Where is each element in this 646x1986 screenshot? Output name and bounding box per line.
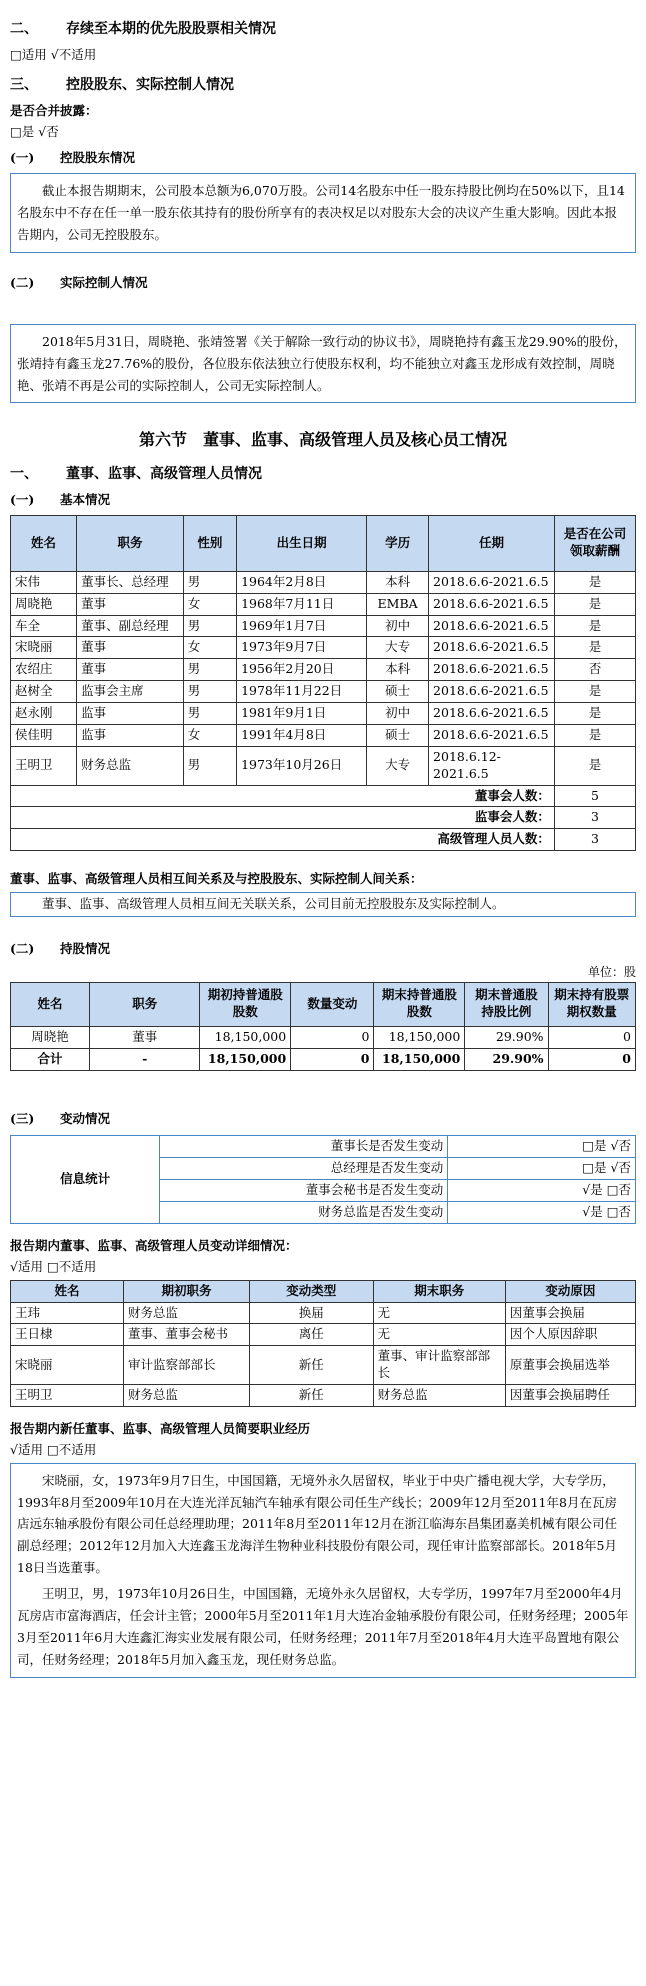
cell: 初中 xyxy=(367,615,429,637)
cell: 2018.6.6-2021.6.5 xyxy=(429,593,555,615)
table-row xyxy=(11,1385,636,1407)
cell: 18,150,000 xyxy=(200,1026,291,1048)
cell: 原董事会换届选举 xyxy=(505,1346,635,1385)
cell: 总经理是否发生变动 xyxy=(160,1158,448,1180)
header-cell: 职务 xyxy=(77,515,184,571)
table-row xyxy=(11,703,636,725)
cell: 2018.6.6-2021.6.5 xyxy=(429,724,555,746)
cell: 王玮 xyxy=(11,1302,124,1324)
relations-text: 董事、监事、高级管理人员相互间无关联关系，公司目前无控股股东及实际控制人。 xyxy=(42,896,505,912)
cell: 王日棣 xyxy=(11,1324,124,1346)
section-number: 二、 xyxy=(10,21,38,37)
basic-info-heading xyxy=(10,492,636,509)
merge-disclosure-label: 是否合并披露： xyxy=(10,102,98,118)
controlling-shareholder-heading xyxy=(10,150,636,167)
cell: □是 √否 xyxy=(448,1158,636,1180)
cell: - xyxy=(90,1048,200,1070)
subsection-number: (二) xyxy=(10,274,35,290)
cell: 因个人原因辞职 xyxy=(505,1324,635,1346)
cell: 2018.6.6-2021.6.5 xyxy=(429,659,555,681)
summary-value: 5 xyxy=(554,785,635,807)
cell: 监事会主席 xyxy=(77,681,184,703)
cell: 董事 xyxy=(77,659,184,681)
holdings-heading xyxy=(10,941,636,958)
cell: 女 xyxy=(183,724,236,746)
cell: 男 xyxy=(183,615,236,637)
cell: 大专 xyxy=(367,746,429,785)
cell: 硕士 xyxy=(367,724,429,746)
subsection-number: (一) xyxy=(10,150,35,166)
info-stat-label: 信息统计 xyxy=(11,1136,160,1224)
cell: 是 xyxy=(554,703,635,725)
cell: √是 □否 xyxy=(448,1202,636,1224)
cell: 1981年9月1日 xyxy=(237,703,367,725)
details-heading: 报告期内董事、监事、高级管理人员变动详细情况： xyxy=(10,1237,298,1253)
cell: 董事、董事会秘书 xyxy=(124,1324,250,1346)
holdings-table xyxy=(10,982,636,1071)
cell: 2018.6.6-2021.6.5 xyxy=(429,681,555,703)
section-controlling-heading xyxy=(10,76,636,95)
cell: 监事 xyxy=(77,703,184,725)
bios-box xyxy=(10,1463,636,1678)
table-row xyxy=(11,659,636,681)
table-row xyxy=(11,681,636,703)
cell: 1956年2月20日 xyxy=(237,659,367,681)
cell: 初中 xyxy=(367,703,429,725)
summary-row xyxy=(11,807,636,829)
subsection-title: 基本情况 xyxy=(60,491,111,507)
section-preferred-shares-heading xyxy=(10,20,636,39)
cell: 无 xyxy=(373,1324,505,1346)
cell: 审计监察部部长 xyxy=(124,1346,250,1385)
cell: 18,150,000 xyxy=(200,1048,291,1070)
header-cell: 期末普通股持股比例 xyxy=(465,982,548,1026)
subsection-title: 持股情况 xyxy=(60,940,111,956)
cell: 1968年7月11日 xyxy=(237,593,367,615)
header-cell: 姓名 xyxy=(11,1280,124,1302)
cell: 合计 xyxy=(11,1048,90,1070)
cell: 换届 xyxy=(249,1302,373,1324)
summary-label: 董事会人数： xyxy=(11,785,555,807)
subsection-number: (一) xyxy=(10,491,35,507)
cell: 是 xyxy=(554,681,635,703)
header-cell: 期末职务 xyxy=(373,1280,505,1302)
header-cell: 学历 xyxy=(367,515,429,571)
table-row xyxy=(11,571,636,593)
cell: 0 xyxy=(291,1048,374,1070)
cell: 是 xyxy=(554,637,635,659)
cell: 男 xyxy=(183,681,236,703)
cell: 董事 xyxy=(77,637,184,659)
controlling-shareholder-box xyxy=(10,173,636,253)
cell: 离任 xyxy=(249,1324,373,1346)
cell: 财务总监 xyxy=(124,1385,250,1407)
header-cell: 变动类型 xyxy=(249,1280,373,1302)
table-row xyxy=(11,615,636,637)
controlling-shareholder-text: 截止本报告期期末，公司股本总额为6,070万股。公司14名股东中任一股东持股比例均在50%以下，且14名股东中不存在任一单一股东依其持有的股份所享有的表决权足以对股东大会的决议产生重大影响。因此本报告期内，公司无控股股东。 xyxy=(17,183,625,243)
cell: 董事 xyxy=(77,593,184,615)
actual-controller-text: 2018年5月31日，周晓艳、张靖签署《关于解除一致行动的协议书》，周晓艳持有鑫玉龙29.90%的股份，张靖持有鑫玉龙27.76%的股份，各位股东依法独立行使股东权利，均不能独立对鑫玉龙形成有效控制，周晓艳、张靖不再是公司的实际控制人，公司无实际控制人。 xyxy=(17,333,627,393)
cell: 财务总监 xyxy=(124,1302,250,1324)
cell: 女 xyxy=(183,593,236,615)
summary-row xyxy=(11,829,636,851)
cell: 是 xyxy=(554,724,635,746)
section-title: 存续至本期的优先股股票相关情况 xyxy=(66,21,276,37)
cell: 王明卫 xyxy=(11,746,77,785)
cell: 周晓艳 xyxy=(11,593,77,615)
total-row xyxy=(11,1048,636,1070)
basic-info-table xyxy=(10,515,636,851)
cell: 监事 xyxy=(77,724,184,746)
details-option: √适用 □不适用 xyxy=(10,1258,97,1274)
section-title: 控股股东、实际控制人情况 xyxy=(66,76,234,93)
cell: 2018.6.6-2021.6.5 xyxy=(429,615,555,637)
header-cell: 出生日期 xyxy=(237,515,367,571)
cell: 赵树全 xyxy=(11,681,77,703)
cell: √是 □否 xyxy=(448,1180,636,1202)
table-row xyxy=(11,637,636,659)
cell: 董事长、总经理 xyxy=(77,571,184,593)
header-cell: 期初持普通股股数 xyxy=(200,982,291,1026)
cell: 是 xyxy=(554,746,635,785)
cell: 侯佳明 xyxy=(11,724,77,746)
subsection-title: 变动情况 xyxy=(60,1110,111,1126)
section-number: 三、 xyxy=(10,76,38,93)
cell: 董事会秘书是否发生变动 xyxy=(160,1180,448,1202)
cell: 大专 xyxy=(367,637,429,659)
cell: 因董事会换届 xyxy=(505,1302,635,1324)
cell: 因董事会换届聘任 xyxy=(505,1385,635,1407)
subsection-number: (三) xyxy=(10,1110,35,1126)
cell: 2018.6.6-2021.6.5 xyxy=(429,703,555,725)
table-header-row xyxy=(11,515,636,571)
cell: 1973年10月26日 xyxy=(237,746,367,785)
cell: 0 xyxy=(548,1026,635,1048)
part1-heading xyxy=(10,465,636,484)
table-row xyxy=(11,1324,636,1346)
header-cell: 姓名 xyxy=(11,515,77,571)
cell: 29.90% xyxy=(465,1048,548,1070)
cell: 男 xyxy=(183,659,236,681)
table-row xyxy=(11,1346,636,1385)
cell: 财务总监是否发生变动 xyxy=(160,1202,448,1224)
cell: 男 xyxy=(183,746,236,785)
subsection-title: 实际控制人情况 xyxy=(60,274,148,290)
summary-value: 3 xyxy=(554,829,635,851)
cell: 硕士 xyxy=(367,681,429,703)
section-number: 一、 xyxy=(10,466,38,482)
cell: 本科 xyxy=(367,659,429,681)
cell: 29.90% xyxy=(465,1026,548,1048)
header-cell: 性别 xyxy=(183,515,236,571)
cell: 男 xyxy=(183,571,236,593)
bio-song-xiaoli: 宋晓丽，女，1973年9月7日生，中国国籍，无境外永久居留权，毕业于中央广播电视大学，大专学历，1993年8月至2009年10月在大连光洋瓦轴汽车轴承有限公司任生产线长；2009年12月至2011年8月在瓦房店远东轴承股份有限公司任总经理助理；2011年8月至2011年12月在浙江临海东昌集团嘉美机械有限公司任副总经理；2012年12月加入大连鑫玉龙海洋生物种业科技股份有限公司，现任审计监察部部长。2018年5月18日当选董事。 xyxy=(17,1472,617,1576)
section-title: 董事、监事、高级管理人员情况 xyxy=(66,466,262,482)
cell: 0 xyxy=(291,1026,374,1048)
cell: 2018.6.6-2021.6.5 xyxy=(429,637,555,659)
details-table xyxy=(10,1280,636,1407)
cell: 宋晓丽 xyxy=(11,637,77,659)
cell: EMBA xyxy=(367,593,429,615)
header-cell: 期初职务 xyxy=(124,1280,250,1302)
subsection-title: 控股股东情况 xyxy=(60,150,136,166)
cell: 1991年4月8日 xyxy=(237,724,367,746)
holdings-unit: 单位：股 xyxy=(587,964,636,979)
table-header-row xyxy=(11,1280,636,1302)
cell: 宋伟 xyxy=(11,571,77,593)
header-cell: 任期 xyxy=(429,515,555,571)
header-cell: 期末持普通股股数 xyxy=(374,982,465,1026)
cell: 董事、审计监察部部长 xyxy=(373,1346,505,1385)
cell: 2018.6.12-2021.6.5 xyxy=(429,746,555,785)
header-cell: 数量变动 xyxy=(291,982,374,1026)
changes-heading xyxy=(10,1111,636,1128)
cell: 18,150,000 xyxy=(374,1026,465,1048)
cell: 董事 xyxy=(90,1026,200,1048)
cell: 2018.6.6-2021.6.5 xyxy=(429,571,555,593)
cell: 是 xyxy=(554,571,635,593)
summary-value: 3 xyxy=(554,807,635,829)
table-row xyxy=(11,1302,636,1324)
table-row xyxy=(11,1026,636,1048)
cell: 是 xyxy=(554,615,635,637)
cell: 18,150,000 xyxy=(374,1048,465,1070)
cell: 董事长是否发生变动 xyxy=(160,1136,448,1158)
header-cell: 变动原因 xyxy=(505,1280,635,1302)
cell: 是 xyxy=(554,593,635,615)
table-row xyxy=(11,746,636,785)
cell: 董事、副总经理 xyxy=(77,615,184,637)
summary-label: 高级管理人员人数： xyxy=(11,829,555,851)
cell: 1978年11月22日 xyxy=(237,681,367,703)
header-cell: 是否在公司领取薪酬 xyxy=(554,515,635,571)
header-cell: 职务 xyxy=(90,982,200,1026)
table-row xyxy=(11,724,636,746)
chapter-title: 第六节 董事、监事、高级管理人员及核心员工情况 xyxy=(138,430,507,450)
header-cell: 姓名 xyxy=(11,982,90,1026)
cell: 0 xyxy=(548,1048,635,1070)
cell: 财务总监 xyxy=(373,1385,505,1407)
cell: 新任 xyxy=(249,1385,373,1407)
cell: 财务总监 xyxy=(77,746,184,785)
cell: 无 xyxy=(373,1302,505,1324)
header-cell: 期末持有股票期权数量 xyxy=(548,982,635,1026)
cell: 农绍庄 xyxy=(11,659,77,681)
summary-row xyxy=(11,785,636,807)
cell: 赵永刚 xyxy=(11,703,77,725)
relations-heading: 董事、监事、高级管理人员相互间关系及与控股股东、实际控制人间关系： xyxy=(10,871,423,887)
changes-table xyxy=(10,1135,636,1224)
subsection-number: (二) xyxy=(10,940,35,956)
relations-box xyxy=(10,892,636,917)
cell: 男 xyxy=(183,703,236,725)
cell: 否 xyxy=(554,659,635,681)
cell: 新任 xyxy=(249,1346,373,1385)
actual-controller-box xyxy=(10,324,636,404)
summary-label: 监事会人数： xyxy=(11,807,555,829)
cell: 1964年2月8日 xyxy=(237,571,367,593)
cell: 1973年9月7日 xyxy=(237,637,367,659)
table-row xyxy=(11,593,636,615)
cell: □是 √否 xyxy=(448,1136,636,1158)
cell: 1969年1月7日 xyxy=(237,615,367,637)
cell: 周晓艳 xyxy=(11,1026,90,1048)
bios-option: √适用 □不适用 xyxy=(10,1441,97,1457)
cell: 车全 xyxy=(11,615,77,637)
actual-controller-heading xyxy=(10,275,636,292)
cell: 女 xyxy=(183,637,236,659)
table-header-row xyxy=(11,982,636,1026)
bio-wang-mingwei: 王明卫，男，1973年10月26日生，中国国籍，无境外永久居留权，大专学历，1997年7月至2000年4月瓦房店市富海酒店，任会计主管；2000年5月至2011年1月大连冶金轴承股份有限公司，任财务经理；2005年3月至2011年6月大连鑫汇海实业发展有限公司，任财务经理；2011年7月至2018年4月大连平岛置地有限公司，任财务经理；2018年5月加入鑫玉龙，现任财务总监。 xyxy=(17,1586,629,1667)
preferred-shares-option: □适用 √不适用 xyxy=(10,46,97,62)
cell: 宋晓丽 xyxy=(11,1346,124,1385)
bios-heading: 报告期内新任董事、监事、高级管理人员简要职业经历 xyxy=(10,1420,311,1436)
cell: 王明卫 xyxy=(11,1385,124,1407)
cell: 本科 xyxy=(367,571,429,593)
table-row xyxy=(11,1136,636,1158)
merge-disclosure-option: □是 √否 xyxy=(10,123,59,139)
